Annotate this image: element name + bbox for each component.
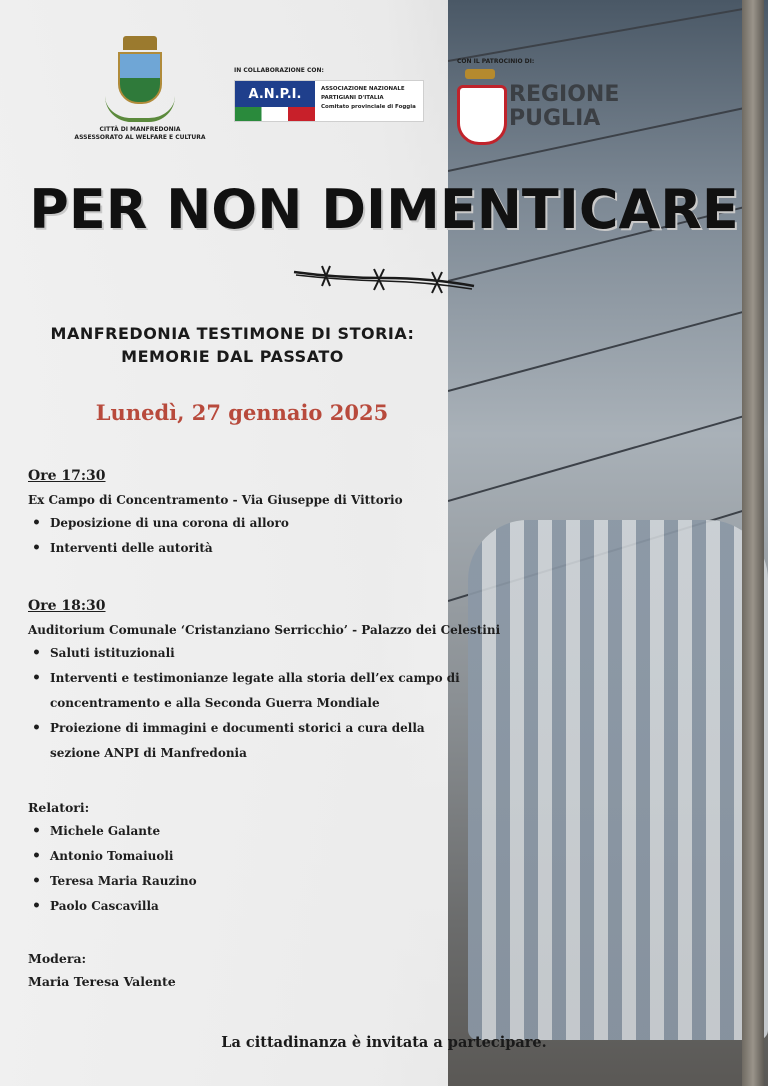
- event-date: Lunedì, 27 gennaio 2025: [95, 400, 389, 425]
- regione-line1: REGIONE: [509, 82, 620, 107]
- relatori-section: [28, 800, 197, 919]
- laurel-icon: [105, 96, 175, 122]
- subtitle-line2: MEMORIE DAL PASSATO: [121, 347, 344, 366]
- crown-icon: [123, 36, 157, 50]
- session-2-time: Ore 18:30: [28, 598, 106, 614]
- barbed-wire-icon: [292, 264, 476, 294]
- city-logo: [70, 36, 210, 142]
- session-2-item-continued: sezione ANPI di Manfredonia: [50, 746, 247, 760]
- regione-line2: PUGLIA: [509, 106, 601, 131]
- modera-heading: Modera:: [28, 951, 87, 966]
- regione-caption: CON IL PATROCINIO DI:: [457, 58, 535, 65]
- anpi-line2: PARTIGIANI D'ITALIA: [321, 95, 384, 101]
- regione-emblem-icon: [457, 69, 503, 145]
- anpi-line3: Comitato provinciale di Foggia: [321, 104, 416, 110]
- anpi-line1: ASSOCIAZIONE NAZIONALE: [321, 86, 405, 92]
- italian-flag-icon: [235, 107, 315, 121]
- invitation-footer: La cittadinanza è invitata a partecipare.: [221, 1034, 547, 1051]
- city-caption-line1: CITTÀ DI MANFREDONIA: [99, 126, 181, 133]
- session-1-time: Ore 17:30: [28, 468, 106, 484]
- relatori-heading: Relatori:: [28, 800, 90, 815]
- relatore-name: • Teresa Maria Rauzino: [50, 869, 197, 894]
- city-caption-line2: ASSESSORATO AL WELFARE E CULTURA: [74, 134, 206, 141]
- anpi-caption: IN COLLABORAZIONE CON:: [234, 67, 324, 74]
- subtitle: [0, 322, 465, 368]
- anpi-logo: [234, 67, 424, 122]
- session-1-item: • Deposizione di una corona di alloro: [50, 511, 403, 536]
- moderator-name: Maria Teresa Valente: [28, 974, 176, 989]
- session-2-item: • Saluti istituzionali: [50, 641, 500, 666]
- relatore-name: • Antonio Tomaiuoli: [50, 844, 197, 869]
- subtitle-line1: MANFREDONIA TESTIMONE DI STORIA:: [50, 324, 415, 343]
- session-2: [28, 598, 500, 766]
- session-2-item: • Proiezione di immagini e documenti storici a cura della: [50, 716, 500, 741]
- modera-section: [28, 951, 176, 989]
- relatore-name: • Paolo Cascavilla: [50, 894, 197, 919]
- session-2-item: • Interventi e testimonianze legate alla storia dell’ex campo di: [50, 666, 500, 691]
- session-1-place: Ex Campo di Concentramento - Via Giuseppe di Vittorio: [28, 493, 403, 507]
- anpi-mark: A.N.P.I.: [235, 81, 315, 107]
- session-1-item: • Interventi delle autorità: [50, 536, 403, 561]
- session-2-item-continued: concentramento e alla Seconda Guerra Mondiale: [50, 696, 380, 710]
- regione-puglia-logo: [457, 58, 627, 145]
- main-title: PER NON DIMENTICARE: [29, 178, 739, 241]
- session-1: [28, 468, 403, 561]
- relatore-name: • Michele Galante: [50, 819, 197, 844]
- session-2-place: Auditorium Comunale ‘Cristanziano Serricchio’ - Palazzo dei Celestini: [28, 623, 501, 637]
